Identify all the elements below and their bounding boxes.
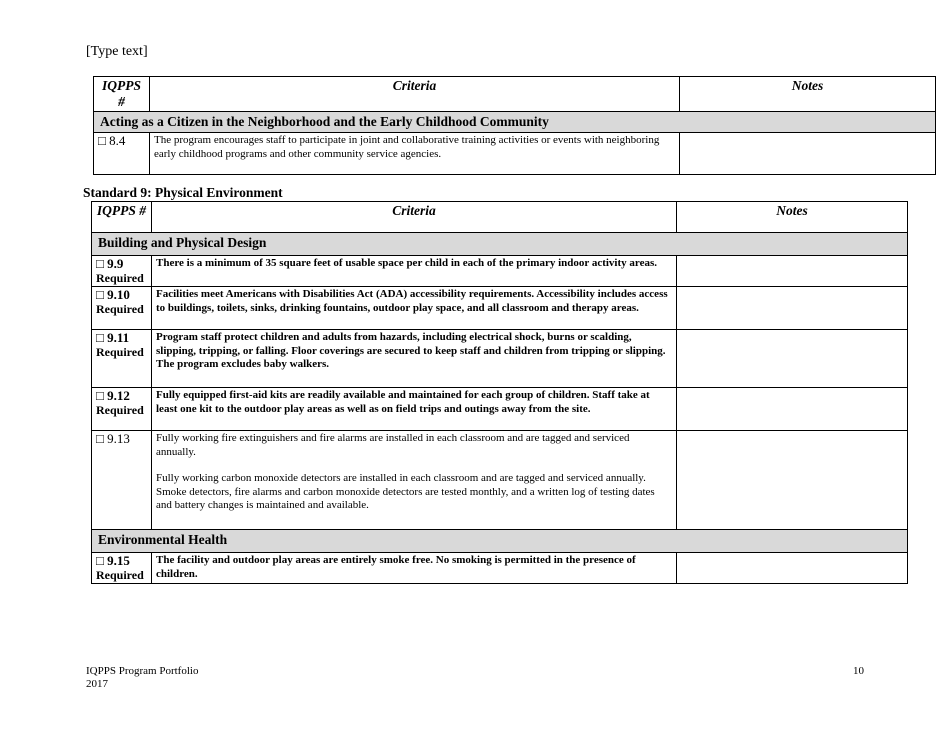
- required-label: Required: [96, 568, 144, 582]
- table-row: [92, 330, 908, 388]
- criterion-text: Fully working fire extinguishers and fire alarms are installed in each classroom and are tagged and serviced annually. Fully working carbon monoxide detectors are installed in each classroom and are tagged and serviced annually. Smoke detectors, fire alarms and carbon monoxide detectors are tested monthly, and a written log of testing dates and battery changes is maintained and available.: [152, 431, 677, 530]
- criterion-text: There is a minimum of 35 square feet of usable space per child in each of the primary indoor activity areas.: [152, 256, 677, 287]
- table-row: [92, 256, 908, 287]
- notes-cell[interactable]: [677, 256, 908, 287]
- notes-cell[interactable]: [680, 133, 936, 175]
- criterion-id[interactable]: □ 9.10 Required: [92, 287, 152, 330]
- table-row: [94, 133, 936, 175]
- notes-cell[interactable]: [677, 330, 908, 388]
- section-heading: Environmental Health: [92, 530, 908, 553]
- column-header-iqpps: IQPPS #: [94, 77, 150, 112]
- notes-cell[interactable]: [677, 553, 908, 584]
- column-header-criteria: Criteria: [152, 202, 677, 233]
- criteria-table-9: [91, 201, 908, 584]
- criterion-id[interactable]: □ 9.11 Required: [92, 330, 152, 388]
- notes-cell[interactable]: [677, 287, 908, 330]
- table-row: [92, 287, 908, 330]
- required-label: Required: [96, 302, 144, 316]
- required-label: Required: [96, 271, 144, 285]
- page-number: 10: [853, 665, 864, 677]
- required-label: Required: [96, 345, 144, 359]
- header-placeholder-text: [Type text]: [86, 44, 148, 59]
- criterion-id[interactable]: □ 9.15 Required: [92, 553, 152, 584]
- section-heading: Acting as a Citizen in the Neighborhood and the Early Childhood Community: [94, 112, 936, 133]
- column-header-iqpps: IQPPS #: [92, 202, 152, 233]
- criteria-table-8: [93, 76, 936, 175]
- criterion-text: The facility and outdoor play areas are entirely smoke free. No smoking is permitted in the presence of children.: [152, 553, 677, 584]
- criterion-id[interactable]: □ 8.4: [94, 133, 150, 175]
- criterion-text: Facilities meet Americans with Disabilities Act (ADA) accessibility requirements. Accessibility includes access to buildings, toilets, sinks, drinking fountains, outdoor play space, and all classroom and therapy areas.: [152, 287, 677, 330]
- footer-title: IQPPS Program Portfolio: [86, 665, 199, 677]
- column-header-criteria: Criteria: [150, 77, 680, 112]
- footer-year: 2017: [86, 678, 108, 690]
- table-row: [92, 431, 908, 530]
- criterion-text: Fully equipped first-aid kits are readily available and maintained for each group of children. Staff take at least one kit to the outdoor play areas as well as on field trips and outings away from the site.: [152, 388, 677, 431]
- table-row: [92, 388, 908, 431]
- column-header-notes: Notes: [677, 202, 908, 233]
- section-heading: Building and Physical Design: [92, 233, 908, 256]
- criterion-id[interactable]: □ 9.12 Required: [92, 388, 152, 431]
- standard-title: Standard 9: Physical Environment: [83, 185, 283, 200]
- criterion-id[interactable]: □ 9.9 Required: [92, 256, 152, 287]
- criterion-text: Program staff protect children and adults from hazards, including electrical shock, burns or scalding, slipping, tripping, or falling. Floor coverings are secured to keep staff and children from tripping or slipping. The program excludes baby walkers.: [152, 330, 677, 388]
- criterion-id[interactable]: □ 9.13: [92, 431, 152, 530]
- notes-cell[interactable]: [677, 431, 908, 530]
- required-label: Required: [96, 403, 144, 417]
- table-row: [92, 553, 908, 584]
- footer: [86, 665, 198, 691]
- notes-cell[interactable]: [677, 388, 908, 431]
- criterion-text: The program encourages staff to participate in joint and collaborative training activities or events with neighboring early childhood programs and other community service agencies.: [150, 133, 680, 175]
- column-header-notes: Notes: [680, 77, 936, 112]
